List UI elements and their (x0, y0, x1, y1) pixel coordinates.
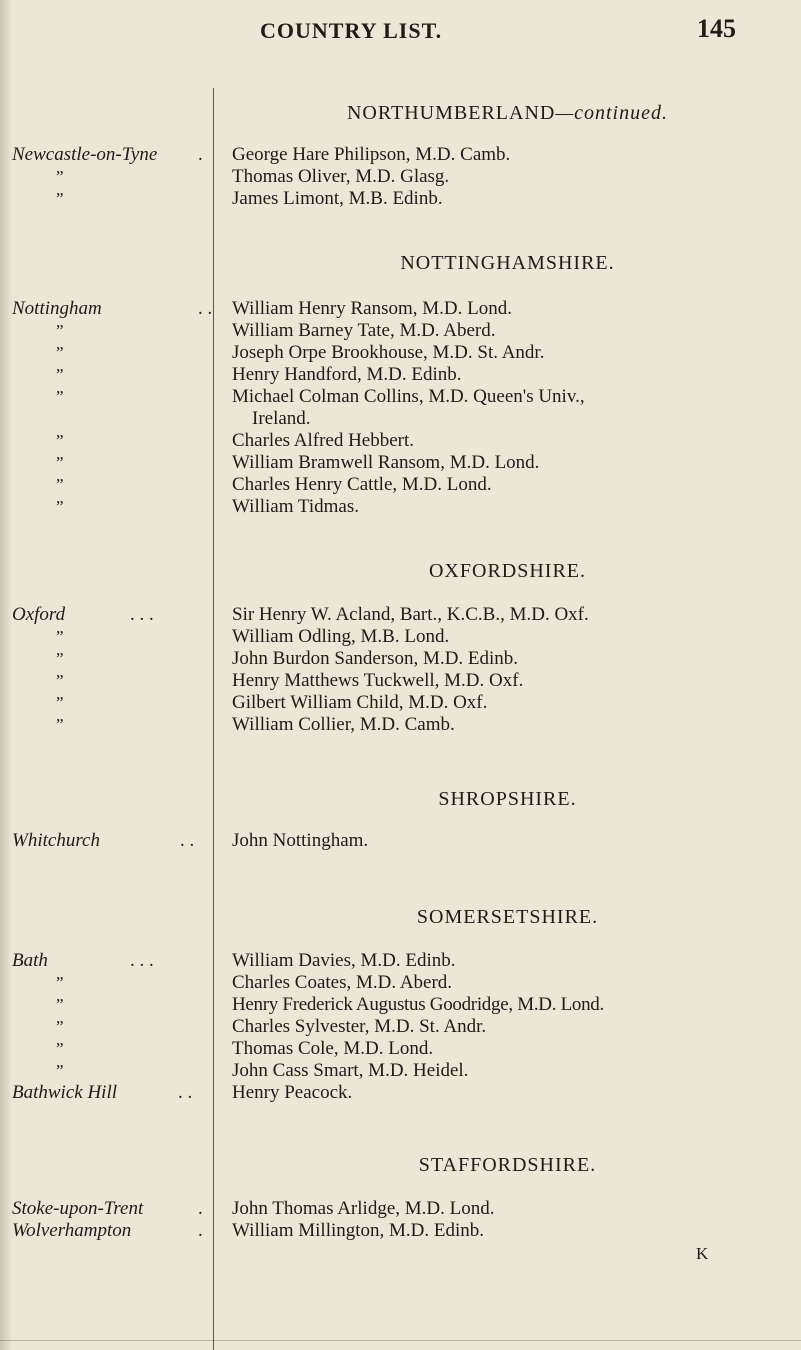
ditto-mark: ” (56, 189, 64, 208)
entry-name: Michael Colman Collins, M.D. Queen's Univ., (232, 386, 585, 407)
ditto-mark: ” (56, 1039, 64, 1058)
entry-name: William Tidmas. (232, 496, 359, 517)
leader-dots: . . (198, 298, 213, 319)
entry-name: William Barney Tate, M.D. Aberd. (232, 320, 496, 341)
ditto-mark: ” (56, 387, 64, 406)
leader-dots: . . . (130, 950, 154, 971)
entry-name: Henry Handford, M.D. Edinb. (232, 364, 462, 385)
section-title-oxfordshire: OXFORDSHIRE. (428, 560, 587, 582)
ditto-mark: ” (56, 995, 64, 1014)
ditto-mark: ” (56, 627, 64, 646)
entry-name: Thomas Cole, M.D. Lond. (232, 1038, 434, 1059)
ditto-mark: ” (56, 365, 64, 384)
leader-dots: . . . (130, 604, 154, 625)
page-edge-shadow (0, 0, 12, 1350)
bottom-edge (0, 1340, 801, 1341)
place-name: Bath (12, 950, 48, 971)
ditto-mark: ” (56, 1017, 64, 1036)
page-number: 145 (697, 14, 736, 43)
entry-name: George Hare Philipson, M.D. Camb. (232, 144, 511, 165)
ditto-mark: ” (56, 343, 64, 362)
entry-name: William Collier, M.D. Camb. (232, 714, 455, 735)
ditto-mark: ” (56, 973, 64, 992)
section-title-nottinghamshire: NOTTINGHAMSHIRE. (400, 252, 615, 274)
section-title-text: NORTHUMBERLAND (346, 102, 556, 124)
ditto-mark: ” (56, 1061, 64, 1080)
entry-name: John Thomas Arlidge, M.D. Lond. (232, 1198, 495, 1219)
section-title-northumberland (214, 102, 801, 125)
entry-name: John Nottingham. (232, 830, 369, 851)
place-name: Nottingham (12, 298, 102, 319)
ditto-mark: ” (56, 693, 64, 712)
ditto-mark: ” (56, 167, 64, 186)
ditto-mark: ” (56, 475, 64, 494)
section-title-shropshire: SHROPSHIRE. (438, 788, 577, 810)
place-name: Whitchurch (12, 830, 100, 851)
ditto-mark: ” (56, 715, 64, 734)
entry-name: William Bramwell Ransom, M.D. Lond. (232, 452, 540, 473)
place-name: Newcastle-on-Tyne (12, 144, 158, 165)
place-name: Oxford (12, 604, 66, 625)
leader-dots: . (198, 1198, 203, 1219)
entry-name: Henry Frederick Augustus Goodridge, M.D. Lond. (232, 994, 604, 1015)
ditto-mark: ” (56, 431, 64, 450)
entry-name: Charles Henry Cattle, M.D. Lond. (232, 474, 492, 495)
section-title-staffordshire: STAFFORDSHIRE. (418, 1154, 597, 1176)
entry-name: Charles Alfred Hebbert. (232, 430, 415, 451)
entry-name: John Cass Smart, M.D. Heidel. (232, 1060, 469, 1081)
entry-name: Charles Sylvester, M.D. St. Andr. (232, 1016, 487, 1037)
ditto-mark: ” (56, 649, 64, 668)
entry-name: William Davies, M.D. Edinb. (232, 950, 456, 971)
entry-name: Joseph Orpe Brookhouse, M.D. St. Andr. (232, 342, 545, 363)
signature-mark: K (696, 1244, 709, 1263)
section-title-somersetshire: SOMERSETSHIRE. (416, 906, 599, 928)
leader-dots: . . (180, 830, 195, 851)
entry-name: John Burdon Sanderson, M.D. Edinb. (232, 648, 519, 669)
leader-dots: . (198, 144, 203, 165)
entry-name: Thomas Oliver, M.D. Glasg. (232, 166, 450, 187)
ditto-mark: ” (56, 671, 64, 690)
entry-continuation: Ireland. (252, 408, 311, 429)
entry-name: William Henry Ransom, M.D. Lond. (232, 298, 512, 319)
entry-name: William Millington, M.D. Edinb. (232, 1220, 485, 1241)
leader-dots: . (198, 1220, 203, 1241)
entry-name: Gilbert William Child, M.D. Oxf. (232, 692, 488, 713)
place-name: Wolverhampton (12, 1220, 132, 1241)
entry-name: Henry Matthews Tuckwell, M.D. Oxf. (232, 670, 524, 691)
leader-dots: . . (178, 1082, 193, 1103)
ditto-mark: ” (56, 321, 64, 340)
ditto-mark: ” (56, 453, 64, 472)
entry-name: Henry Peacock. (232, 1082, 353, 1103)
place-name: Stoke-upon-Trent (12, 1198, 144, 1219)
entry-name: James Limont, M.B. Edinb. (232, 188, 443, 209)
ditto-mark: ” (56, 497, 64, 516)
running-head: COUNTRY LIST. (260, 18, 443, 43)
place-name: Bathwick Hill (12, 1082, 118, 1103)
entry-name: Charles Coates, M.D. Aberd. (232, 972, 453, 993)
entry-name: Sir Henry W. Acland, Bart., K.C.B., M.D. Oxf. (232, 604, 589, 625)
section-title-suffix: —continued. (555, 102, 668, 124)
entry-name: William Odling, M.B. Lond. (232, 626, 450, 647)
